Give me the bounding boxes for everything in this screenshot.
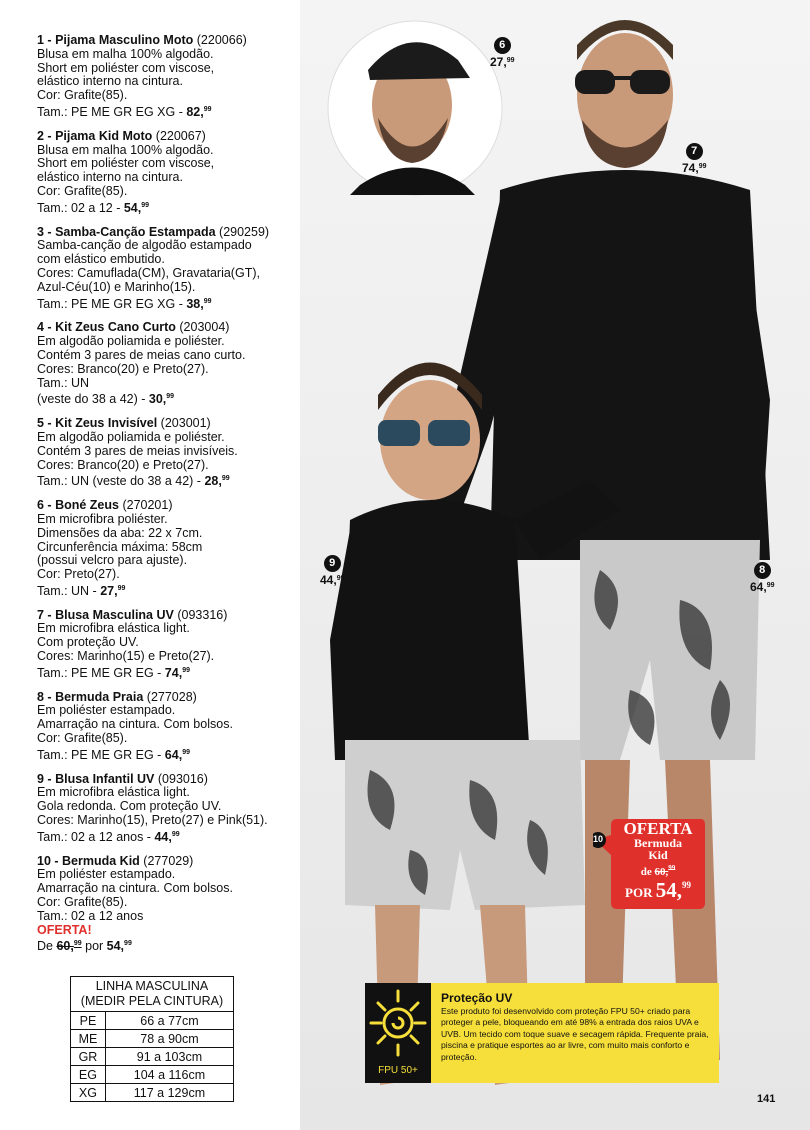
product-item xyxy=(37,773,302,845)
uv-protection-box xyxy=(365,983,719,1083)
product-detail: Cores: Branco(20) e Preto(27). xyxy=(37,361,209,376)
size-range: 66 a 77cm xyxy=(105,1012,233,1030)
product-detail: (possui velcro para ajuste). xyxy=(37,553,188,568)
product-detail: Contém 3 pares de meias invisíveis. xyxy=(37,443,238,458)
product-heading: 5 - Kit Zeus Invisível (203001) xyxy=(37,416,211,431)
product-detail: Cores: Marinho(15) e Preto(27). xyxy=(37,649,215,664)
product-heading: 1 - Pijama Masculino Moto (220066) xyxy=(37,33,247,47)
offer-badge-title: OFERTA xyxy=(623,819,693,838)
size-row xyxy=(71,1012,234,1030)
product-item xyxy=(37,130,302,216)
product-item xyxy=(37,499,302,599)
size-table-title-line1: LINHA MASCULINA xyxy=(95,979,209,993)
product-detail: Cor: Grafite(85). xyxy=(37,88,128,103)
marker-number: 8 xyxy=(754,562,771,579)
product-heading: 2 - Pijama Kid Moto (220067) xyxy=(37,128,206,143)
size-table-title-line2: (MEDIR PELA CINTURA) xyxy=(80,994,224,1008)
product-price-line: Tam.: UN - 27,99 xyxy=(37,583,126,598)
product-detail: Short em poliéster com viscose, xyxy=(37,156,215,171)
page-number: 141 xyxy=(757,1093,776,1105)
offer-badge-old-price: de 60,99 xyxy=(640,864,676,878)
product-item xyxy=(37,609,302,681)
product-detail: Em algodão poliamida e poliéster. xyxy=(37,429,225,444)
models-illustration xyxy=(300,0,810,1130)
product-price-line: Tam.: PE ME GR EG - 64,99 xyxy=(37,747,190,762)
marker-price: 74,99 xyxy=(682,161,707,175)
product-detail: Gola redonda. Com proteção UV. xyxy=(37,799,222,814)
product-item xyxy=(37,855,302,955)
product-item xyxy=(37,417,302,489)
product-price-line: De 60,99 por 54,99 xyxy=(37,939,132,954)
product-item xyxy=(37,34,302,120)
product-detail: Short em poliéster com viscose, xyxy=(37,60,215,75)
product-list xyxy=(37,34,302,964)
product-detail: Blusa em malha 100% algodão. xyxy=(37,46,214,61)
product-detail: Em algodão poliamida e poliéster. xyxy=(37,334,225,349)
product-price-line: Tam.: 02 a 12 anos - 44,99 xyxy=(37,829,180,844)
product-detail: Cores: Marinho(15), Preto(27) e Pink(51). xyxy=(37,813,268,828)
product-detail: Cores: Branco(20) e Preto(27). xyxy=(37,457,209,472)
product-detail: Dimensões da aba: 22 x 7cm. xyxy=(37,525,203,540)
uv-text: Este produto foi desenvolvido com proteção FPU 50+ criado para proteger a pele, bloqueando em até 98% a entrada dos raios UVA e UVB. Um tecido com toque suave e secagem rápida. Frequente praia, piscina e pratique esportes ao ar livre, com muito mais conforto e proteção. xyxy=(441,1006,709,1062)
product-detail: Em microfibra elástica light. xyxy=(37,621,190,636)
offer-badge-new-price: POR 54,99 xyxy=(625,878,691,902)
size-code: ME xyxy=(71,1030,106,1048)
product-heading: 8 - Bermuda Praia (277028) xyxy=(37,689,197,704)
product-detail: Circunferência máxima: 58cm xyxy=(37,539,203,554)
product-heading: 10 - Bermuda Kid (277029) xyxy=(37,853,194,868)
product-heading: 7 - Blusa Masculina UV (093316) xyxy=(37,607,228,622)
marker-price: 27,99 xyxy=(490,55,515,69)
product-detail: Samba-canção de algodão estampado xyxy=(37,238,252,253)
product-detail: Cores: Camuflada(CM), Gravataria(GT), xyxy=(37,265,260,280)
product-heading: 9 - Blusa Infantil UV (093016) xyxy=(37,771,208,786)
product-detail: Amarração na cintura. Com bolsos. xyxy=(37,881,233,896)
offer-badge-line1: Bermuda xyxy=(634,836,682,850)
sun-icon xyxy=(365,983,431,1083)
product-detail: elástico interno na cintura. xyxy=(37,170,183,185)
product-detail: Cor: Grafite(85). xyxy=(37,183,128,198)
product-price-line: (veste do 38 a 42) - 30,99 xyxy=(37,392,175,407)
product-item xyxy=(37,691,302,763)
size-range: 104 a 116cm xyxy=(105,1066,233,1084)
product-photo xyxy=(300,0,810,1130)
product-detail: Cor: Preto(27). xyxy=(37,567,120,582)
uv-title: Proteção UV xyxy=(441,991,513,1005)
product-detail: Em poliéster estampado. xyxy=(37,703,176,718)
product-detail: Com proteção UV. xyxy=(37,635,139,650)
product-detail: Azul-Céu(10) e Marinho(15). xyxy=(37,279,196,294)
product-heading: 3 - Samba-Canção Estampada (290259) xyxy=(37,224,270,239)
product-detail: Cor: Grafite(85). xyxy=(37,731,128,746)
product-detail: Cor: Grafite(85). xyxy=(37,895,128,910)
product-detail: Blusa em malha 100% algodão. xyxy=(37,142,214,157)
product-detail: com elástico embutido. xyxy=(37,252,165,267)
marker-price: 64,99 xyxy=(750,580,775,594)
marker-price: 44,99 xyxy=(320,573,345,587)
product-detail: Em poliéster estampado. xyxy=(37,867,176,882)
size-code: PE xyxy=(71,1012,106,1030)
size-row xyxy=(71,1048,234,1066)
offer-badge-number: 10 xyxy=(592,834,603,844)
uv-label: FPU 50+ xyxy=(378,1065,418,1076)
product-detail: Em microfibra poliéster. xyxy=(37,511,168,526)
size-row xyxy=(71,1066,234,1084)
price-marker-7 xyxy=(682,143,706,175)
product-price-line: Tam.: PE ME GR EG - 74,99 xyxy=(37,665,190,680)
product-item xyxy=(37,226,302,312)
size-code: XG xyxy=(71,1084,106,1102)
size-range: 78 a 90cm xyxy=(105,1030,233,1048)
product-heading: 4 - Kit Zeus Cano Curto (203004) xyxy=(37,320,230,335)
product-price-line: Tam.: PE ME GR EG XG - 82,99 xyxy=(37,104,212,119)
product-detail: Em microfibra elástica light. xyxy=(37,785,190,800)
product-detail: elástico interno na cintura. xyxy=(37,74,183,89)
marker-number: 7 xyxy=(686,143,703,160)
marker-number: 6 xyxy=(494,37,511,54)
product-item xyxy=(37,321,302,407)
price-marker-6 xyxy=(490,37,514,69)
product-price-line: Tam.: 02 a 12 - 54,99 xyxy=(37,200,150,215)
size-code: GR xyxy=(71,1048,106,1066)
price-marker-8 xyxy=(750,562,774,594)
product-detail: Tam.: UN xyxy=(37,375,90,390)
product-detail: Amarração na cintura. Com bolsos. xyxy=(37,717,233,732)
size-table-title xyxy=(71,977,234,1012)
size-range: 117 a 129cm xyxy=(105,1084,233,1102)
product-price-line: Tam.: UN (veste do 38 a 42) - 28,99 xyxy=(37,474,230,489)
size-code: EG xyxy=(71,1066,106,1084)
price-marker-9 xyxy=(320,555,344,587)
product-heading: 6 - Boné Zeus (270201) xyxy=(37,498,173,513)
offer-badge-line2: Kid xyxy=(648,848,668,862)
offer-label: OFERTA! xyxy=(37,922,92,937)
product-price-line: Tam.: PE ME GR EG XG - 38,99 xyxy=(37,296,212,311)
marker-number: 9 xyxy=(324,555,341,572)
offer-badge xyxy=(593,815,705,915)
size-range: 91 a 103cm xyxy=(105,1048,233,1066)
product-detail: Contém 3 pares de meias cano curto. xyxy=(37,347,246,362)
product-detail: Tam.: 02 a 12 anos xyxy=(37,908,144,923)
size-row xyxy=(71,1084,234,1102)
size-table xyxy=(70,976,234,1102)
size-row xyxy=(71,1030,234,1048)
